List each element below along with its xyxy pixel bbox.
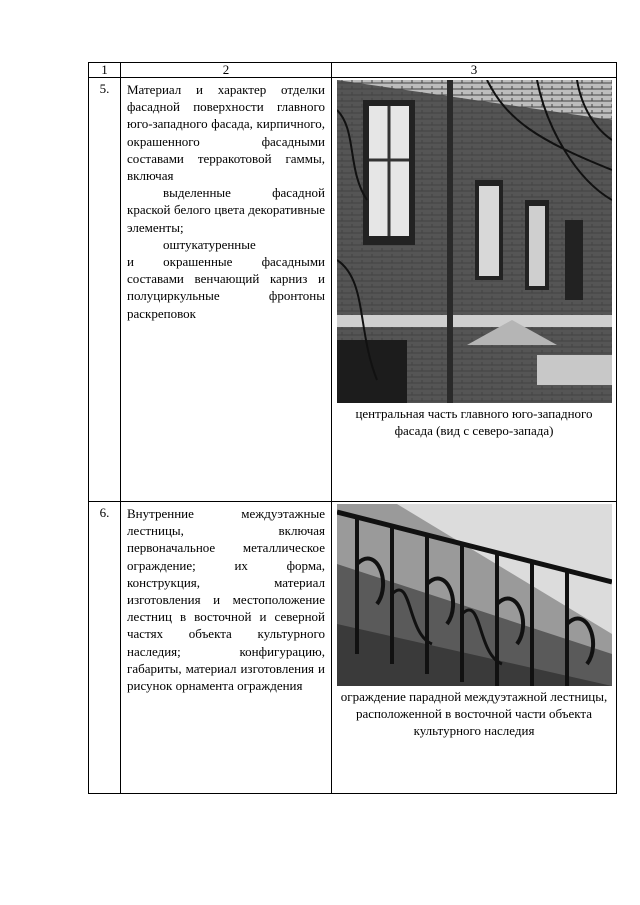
header-col-3: 3	[332, 63, 617, 78]
protection-table	[88, 62, 617, 794]
description-paragraph: Внутренние междуэтажные лестницы, включая первоначальное металлическое ограждение; их форма, конструкция, материал изготовления и местоположение лестниц в восточной и северной частях объекта культурного наследия; конфигурацию, габариты, материал изготовления и рисунок орнамента ограждения	[127, 506, 325, 694]
description-paragraph: и окрашенные фасадными составами венчающий карниз и полуциркульные фронтоны раскреповок	[127, 254, 325, 321]
description-paragraph: оштукатуренные	[163, 236, 256, 252]
facade-photo	[337, 80, 612, 403]
photo-caption: ограждение парадной междуэтажной лестницы, расположенной в восточной части объекта культурного наследия	[340, 689, 608, 738]
description-paragraph: выделенные фасадной краской белого цвета декоративные элементы;	[127, 185, 325, 235]
row-photo-cell	[332, 502, 617, 794]
table-header-row	[89, 63, 617, 78]
description-paragraph: Материал и характер отделки фасадной поверхности главного юго-западного фасада, кирпичного, окрашенного фасадными составами терракотовой гаммы, включая	[127, 82, 325, 184]
table-row	[89, 502, 617, 794]
row-photo-cell	[332, 78, 617, 502]
railing-photo	[337, 504, 612, 686]
header-col-2: 2	[121, 63, 332, 78]
table-row	[89, 78, 617, 502]
row-number: 5.	[89, 78, 121, 502]
row-description	[121, 78, 332, 502]
row-number: 6.	[89, 502, 121, 794]
photo-caption: центральная часть главного юго-западного фасада (вид с северо-запада)	[355, 406, 593, 438]
header-col-1: 1	[89, 63, 121, 78]
row-description	[121, 502, 332, 794]
